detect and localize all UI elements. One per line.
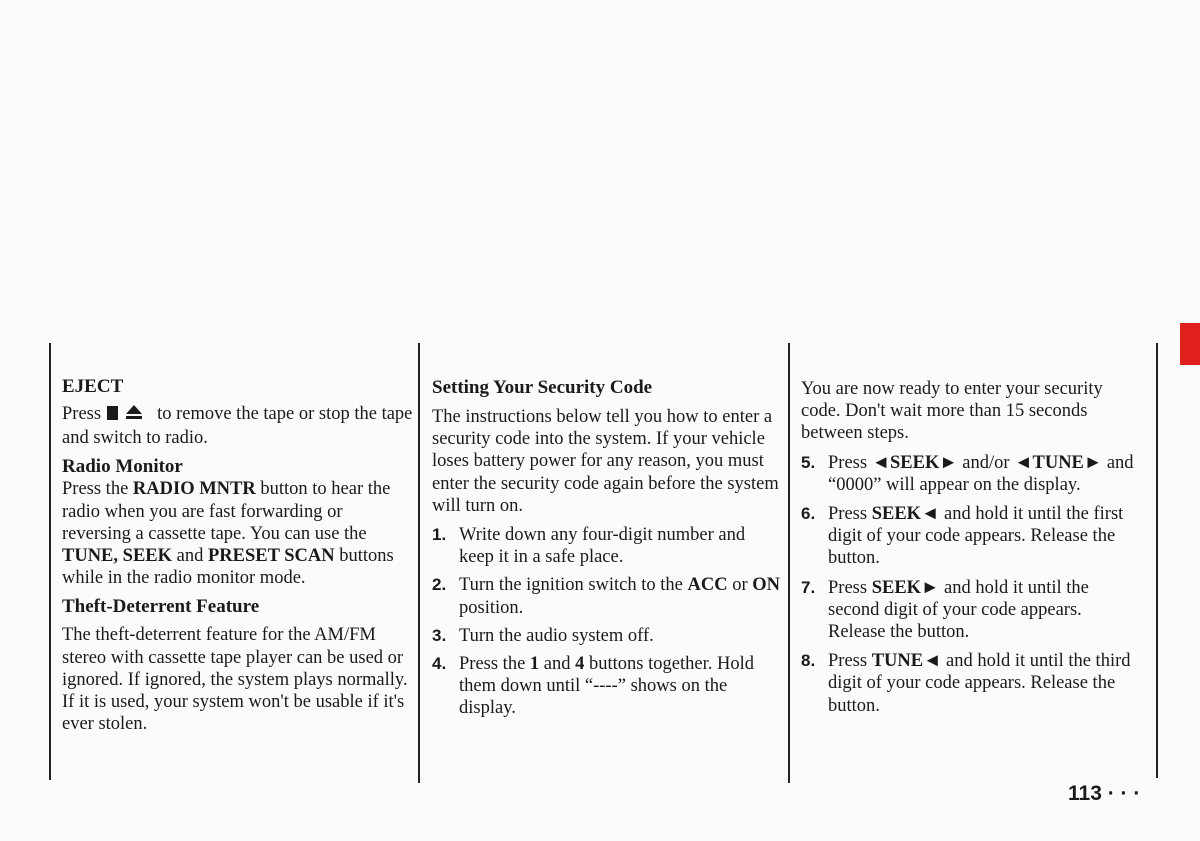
step-1: 1. Write down any four-digit number and keep it in a safe place. (432, 525, 746, 568)
radio-monitor-heading: Radio Monitor (62, 456, 183, 478)
step-2: 2. Turn the ignition switch to the ACC or ON position. (432, 575, 781, 618)
column-divider-right (1156, 343, 1158, 778)
column-divider-2 (418, 343, 420, 783)
step-3: 3. Turn the audio system off. (432, 625, 654, 646)
column-divider-3 (788, 343, 790, 783)
steps-list-2 (801, 452, 1141, 717)
eject-paragraph: Press to remove the tape or stop the tape and switch to radio. (62, 404, 413, 449)
ready-intro: You are now ready to enter your security code. Don't wait more than 15 seconds between steps. (801, 379, 1103, 444)
step-5: 5. Press ◄SEEK► and/or ◄TUNE► and “0000” will appear on the display. (801, 452, 1134, 495)
security-code-heading: Setting Your Security Code (432, 377, 653, 398)
page-number: 113 · · · (1068, 782, 1141, 805)
eject-heading: EJECT (62, 376, 124, 397)
column-2 (432, 377, 782, 720)
section-tab-marker (1180, 323, 1200, 365)
step-7: 7. Press SEEK► and hold it until the second digit of your code appears. Release the button. (801, 577, 1089, 643)
column-divider-left (49, 343, 51, 780)
security-code-intro: The instructions below tell you how to enter a security code into the system. If your vehicle loses battery power for any reason, you must enter the security code again before the system will turn on. (432, 407, 779, 516)
steps-list-1 (432, 524, 782, 720)
radio-monitor-paragraph: Press the RADIO MNTR button to hear the radio when you are fast forwarding or reversing a cassette tape. You can use the TUNE, SEEK and PRESET SCAN buttons while in the radio monitor mode. (62, 479, 394, 589)
theft-deterrent-heading: Theft-Deterrent Feature (62, 596, 260, 618)
theft-deterrent-paragraph: The theft-deterrent feature for the AM/FM stereo with cassette tape player can be used or ignored. If ignored, the system plays normally. If it is used, your system won't be usable if it's ever stolen. (62, 625, 408, 735)
column-1 (62, 376, 414, 735)
step-8: 8. Press TUNE◄ and hold it until the third digit of your code appears. Release the button. (801, 651, 1131, 716)
eject-icon (107, 403, 151, 427)
step-6: 6. Press SEEK◄ and hold it until the first digit of your code appears. Release the button. (801, 504, 1124, 569)
column-3 (801, 378, 1141, 717)
step-4: 4. Press the 1 and 4 buttons together. Hold them down until “----” shows on the display. (432, 654, 754, 719)
